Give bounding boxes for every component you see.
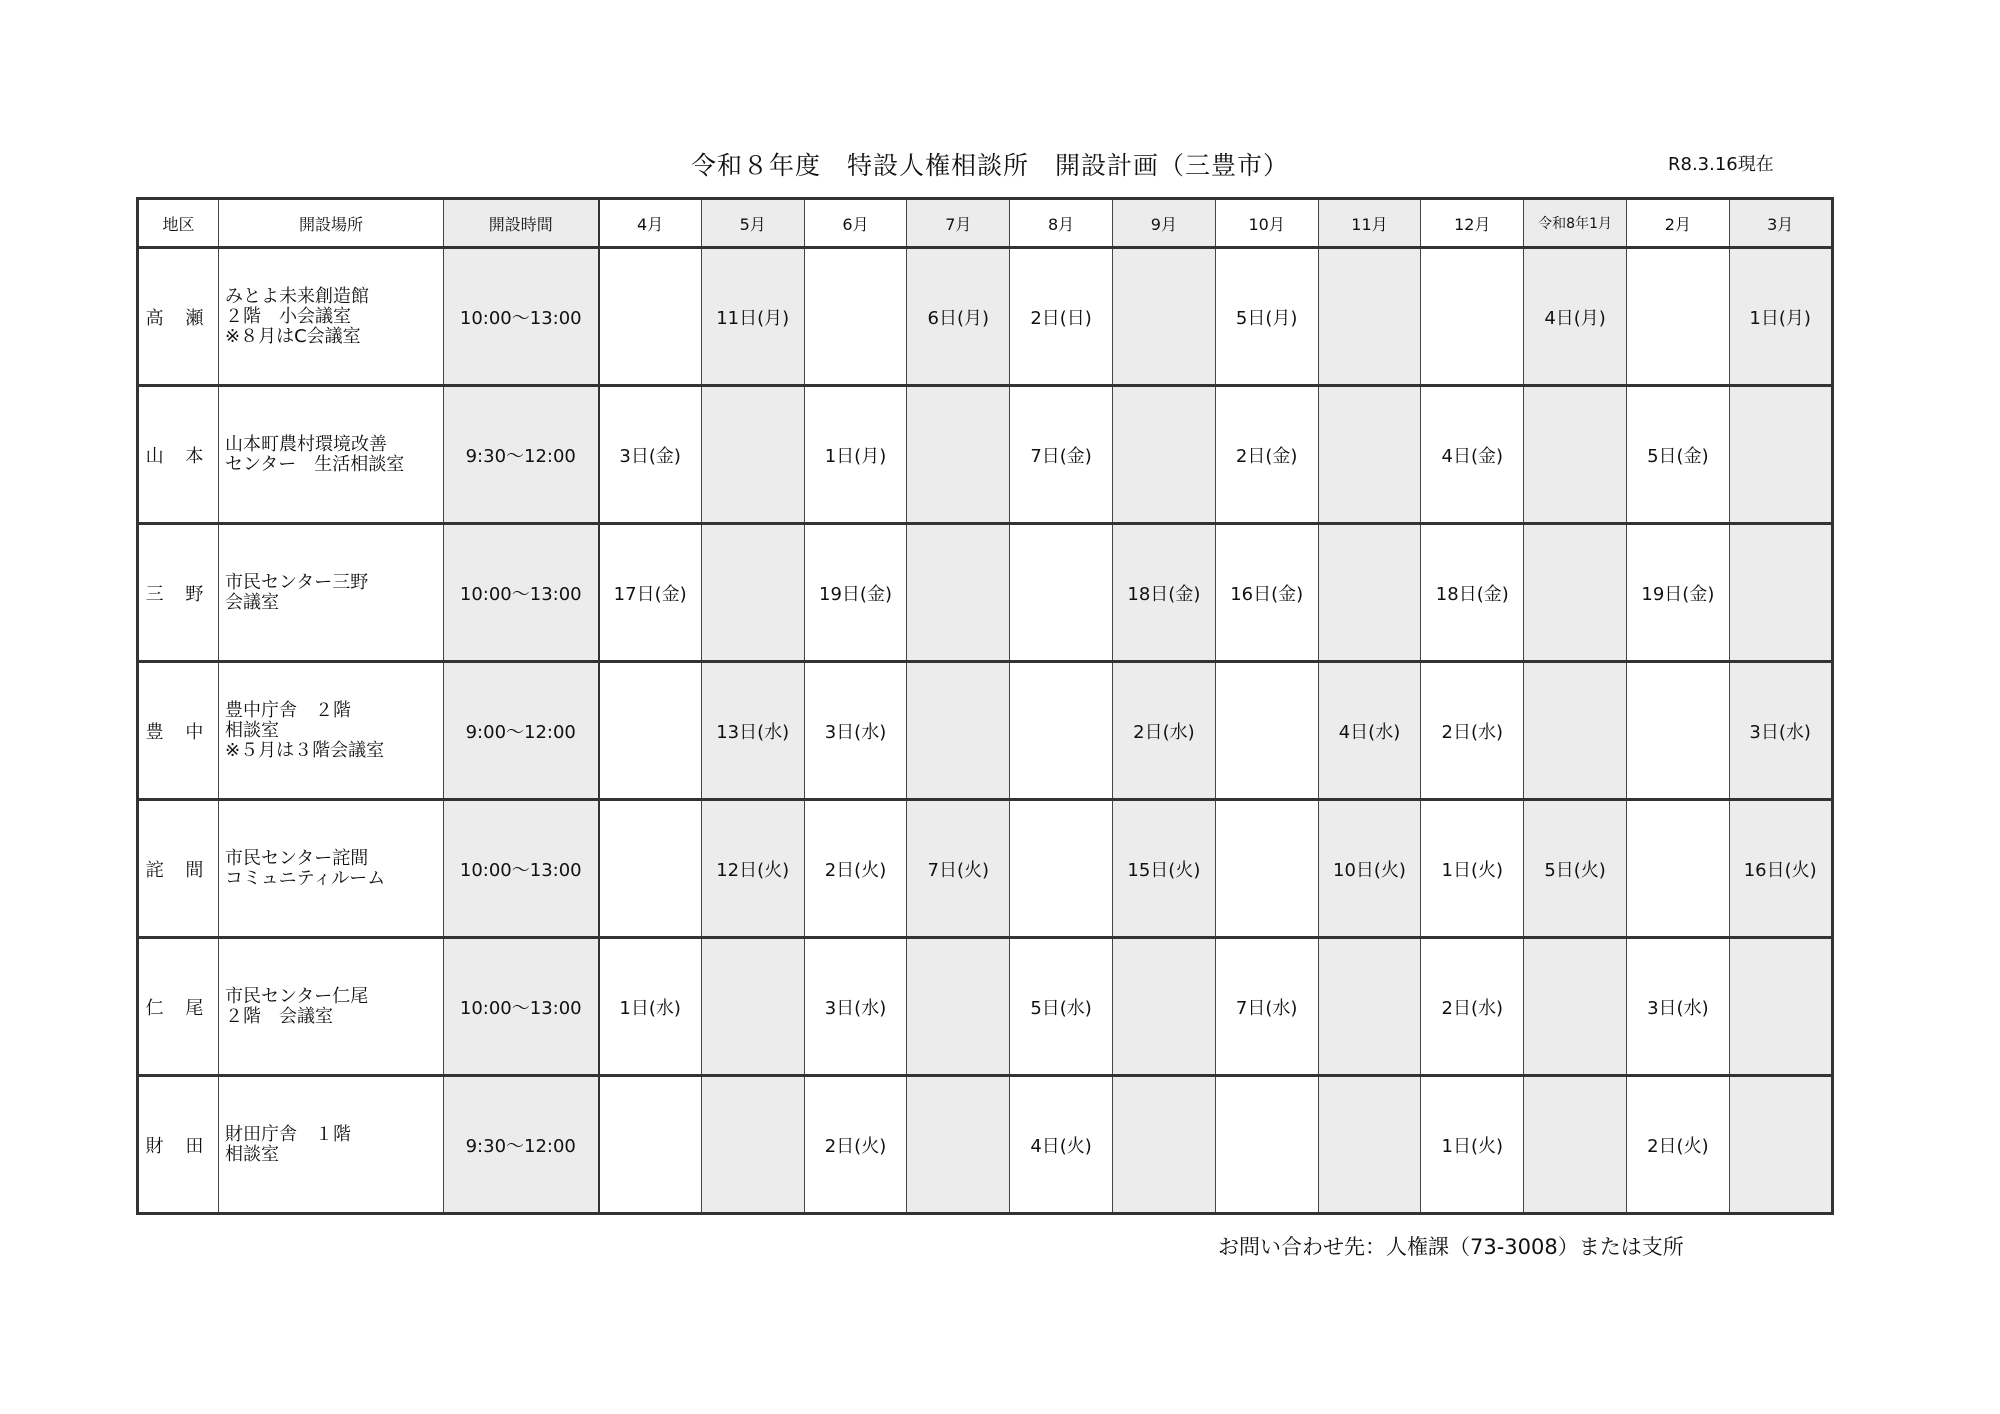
month-cell: 7日(水) <box>1215 938 1318 1076</box>
month-cell <box>701 1076 804 1214</box>
month-cell <box>1318 248 1421 386</box>
table-row <box>138 524 1833 662</box>
month-cell <box>907 386 1010 524</box>
month-cell <box>1318 386 1421 524</box>
month-cell <box>1729 386 1832 524</box>
month-cell: 7日(火) <box>907 800 1010 938</box>
month-cell: 4日(月) <box>1524 248 1627 386</box>
month-cell <box>1112 938 1215 1076</box>
month-cell <box>1318 524 1421 662</box>
table-row <box>138 386 1833 524</box>
month-cell: 5日(火) <box>1524 800 1627 938</box>
month-cell: 3日(水) <box>1729 662 1832 800</box>
month-cell <box>1729 938 1832 1076</box>
district-cell: 財 田 <box>138 1076 219 1214</box>
district-cell: 三 野 <box>138 524 219 662</box>
month-cell <box>1318 938 1421 1076</box>
table-row <box>138 1076 1833 1214</box>
hours-cell: 10:00～13:00 <box>444 938 599 1076</box>
month-cell: 3日(水) <box>1626 938 1729 1076</box>
month-cell <box>1112 386 1215 524</box>
month-cell <box>1524 938 1627 1076</box>
district-cell: 豊 中 <box>138 662 219 800</box>
hours-cell: 9:30～12:00 <box>444 1076 599 1214</box>
hours-cell: 10:00～13:00 <box>444 524 599 662</box>
header-month: 11月 <box>1318 199 1421 248</box>
month-cell: 2日(火) <box>804 800 907 938</box>
month-cell: 12日(火) <box>701 800 804 938</box>
month-cell: 2日(金) <box>1215 386 1318 524</box>
hours-cell: 10:00～13:00 <box>444 800 599 938</box>
month-cell: 2日(日) <box>1010 248 1113 386</box>
month-cell <box>1421 248 1524 386</box>
month-cell: 19日(金) <box>804 524 907 662</box>
month-cell <box>1524 386 1627 524</box>
month-cell <box>1318 1076 1421 1214</box>
district-cell: 山 本 <box>138 386 219 524</box>
month-cell <box>804 248 907 386</box>
month-cell <box>1729 1076 1832 1214</box>
month-cell <box>1524 662 1627 800</box>
month-cell: 1日(月) <box>804 386 907 524</box>
month-cell <box>907 662 1010 800</box>
month-cell: 2日(水) <box>1112 662 1215 800</box>
venue-cell: 市民センター詫間 コミュニティルーム <box>219 800 444 938</box>
month-cell <box>1215 800 1318 938</box>
table-row <box>138 248 1833 386</box>
month-cell <box>599 662 702 800</box>
month-cell: 1日(水) <box>599 938 702 1076</box>
month-cell: 1日(火) <box>1421 800 1524 938</box>
header-hours: 開設時間 <box>444 199 599 248</box>
schedule-table <box>136 197 1834 1215</box>
hours-cell: 9:30～12:00 <box>444 386 599 524</box>
month-cell: 5日(水) <box>1010 938 1113 1076</box>
month-cell: 4日(金) <box>1421 386 1524 524</box>
header-district: 地区 <box>138 199 219 248</box>
header-month: 9月 <box>1112 199 1215 248</box>
district-cell: 高 瀬 <box>138 248 219 386</box>
month-cell: 13日(水) <box>701 662 804 800</box>
month-cell <box>1112 1076 1215 1214</box>
as-of-date: R8.3.16現在 <box>1668 154 1774 175</box>
month-cell <box>1626 662 1729 800</box>
month-cell <box>1215 662 1318 800</box>
month-cell: 4日(火) <box>1010 1076 1113 1214</box>
month-cell: 6日(月) <box>907 248 1010 386</box>
month-cell: 5日(月) <box>1215 248 1318 386</box>
header-month: 10月 <box>1215 199 1318 248</box>
month-cell <box>1215 1076 1318 1214</box>
month-cell <box>1010 800 1113 938</box>
month-cell <box>907 938 1010 1076</box>
header-month: 4月 <box>599 199 702 248</box>
header-month: 2月 <box>1626 199 1729 248</box>
district-cell: 詫 間 <box>138 800 219 938</box>
month-cell: 18日(金) <box>1112 524 1215 662</box>
header-venue: 開設場所 <box>219 199 444 248</box>
header-month: 6月 <box>804 199 907 248</box>
month-cell <box>599 800 702 938</box>
month-cell <box>1626 800 1729 938</box>
month-cell: 5日(金) <box>1626 386 1729 524</box>
month-cell <box>1010 524 1113 662</box>
month-cell: 11日(月) <box>701 248 804 386</box>
month-cell <box>1524 1076 1627 1214</box>
contact-info: お問い合わせ先：人権課（73-3008）または支所 <box>1218 1235 1684 1259</box>
month-cell: 7日(金) <box>1010 386 1113 524</box>
month-cell: 3日(水) <box>804 662 907 800</box>
venue-cell: 財田庁舎 １階 相談室 <box>219 1076 444 1214</box>
hours-cell: 9:00～12:00 <box>444 662 599 800</box>
month-cell <box>1010 662 1113 800</box>
header-month: 12月 <box>1421 199 1524 248</box>
month-cell: 2日(火) <box>804 1076 907 1214</box>
table-row <box>138 662 1833 800</box>
district-cell: 仁 尾 <box>138 938 219 1076</box>
month-cell: 2日(火) <box>1626 1076 1729 1214</box>
month-cell: 16日(火) <box>1729 800 1832 938</box>
month-cell <box>907 1076 1010 1214</box>
month-cell: 4日(水) <box>1318 662 1421 800</box>
month-cell: 18日(金) <box>1421 524 1524 662</box>
header-month: 7月 <box>907 199 1010 248</box>
venue-cell: 豊中庁舎 ２階 相談室 ※５月は３階会議室 <box>219 662 444 800</box>
month-cell: 19日(金) <box>1626 524 1729 662</box>
month-cell <box>907 524 1010 662</box>
month-cell <box>701 524 804 662</box>
month-cell: 17日(金) <box>599 524 702 662</box>
month-cell: 1日(火) <box>1421 1076 1524 1214</box>
header-month: 3月 <box>1729 199 1832 248</box>
month-cell <box>1524 524 1627 662</box>
header-month: 令和8年1月 <box>1524 199 1627 248</box>
header-month: 8月 <box>1010 199 1113 248</box>
table-row <box>138 800 1833 938</box>
venue-cell: みとよ未来創造館 ２階 小会議室 ※８月はC会議室 <box>219 248 444 386</box>
month-cell: 2日(水) <box>1421 662 1524 800</box>
month-cell: 3日(金) <box>599 386 702 524</box>
month-cell: 3日(水) <box>804 938 907 1076</box>
month-cell: 15日(火) <box>1112 800 1215 938</box>
month-cell: 10日(火) <box>1318 800 1421 938</box>
header-row <box>138 199 1833 248</box>
month-cell <box>1112 248 1215 386</box>
header-month: 5月 <box>701 199 804 248</box>
table-row <box>138 938 1833 1076</box>
venue-cell: 市民センター仁尾 ２階 会議室 <box>219 938 444 1076</box>
month-cell <box>1729 524 1832 662</box>
venue-cell: 山本町農村環境改善 センター 生活相談室 <box>219 386 444 524</box>
month-cell: 1日(月) <box>1729 248 1832 386</box>
hours-cell: 10:00～13:00 <box>444 248 599 386</box>
month-cell <box>701 938 804 1076</box>
month-cell <box>701 386 804 524</box>
month-cell: 2日(水) <box>1421 938 1524 1076</box>
month-cell <box>599 248 702 386</box>
month-cell: 16日(金) <box>1215 524 1318 662</box>
page-title: 令和８年度 特設人権相談所 開設計画（三豊市） <box>690 151 1289 180</box>
venue-cell: 市民センター三野 会議室 <box>219 524 444 662</box>
month-cell <box>1626 248 1729 386</box>
month-cell <box>599 1076 702 1214</box>
